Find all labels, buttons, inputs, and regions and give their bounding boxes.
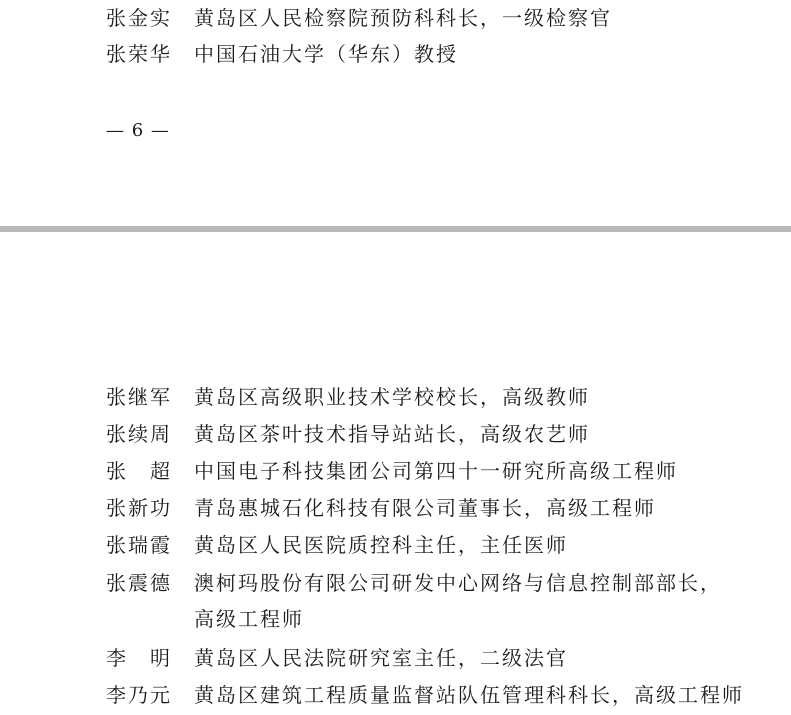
member-title: 中国石油大学（华东）教授 — [194, 42, 458, 66]
member-name: 李乃元 — [106, 683, 172, 707]
member-title: 中国电子科技集团公司第四十一研究所高级工程师 — [194, 459, 678, 483]
document-page-bottom — [0, 232, 791, 715]
document-page-top — [0, 0, 791, 228]
member-name: 李 明 — [106, 646, 172, 670]
member-entry — [106, 494, 656, 522]
member-entry — [106, 4, 612, 32]
member-title: 黄岛区人民医院质控科主任，主任医师 — [194, 533, 568, 557]
member-entry — [106, 644, 568, 672]
member-title: 澳柯玛股份有限公司研发中心网络与信息控制部部长， — [194, 571, 722, 595]
member-entry — [106, 420, 590, 448]
member-title: 青岛惠城石化科技有限公司董事长，高级工程师 — [194, 496, 656, 520]
member-title-continuation: 高级工程师 — [194, 607, 304, 631]
member-entry — [106, 40, 458, 68]
member-entry — [106, 681, 744, 709]
member-name: 张荣华 — [106, 42, 172, 66]
member-title: 黄岛区茶叶技术指导站站长，高级农艺师 — [194, 422, 590, 446]
page-number: — 6 — — [106, 120, 170, 141]
member-name: 张震德 — [106, 571, 172, 595]
member-name: 张金实 — [106, 6, 172, 30]
member-entry — [106, 383, 590, 411]
member-title: 黄岛区建筑工程质量监督站队伍管理科科长，高级工程师 — [194, 683, 744, 707]
member-title: 黄岛区人民检察院预防科科长，一级检察官 — [194, 6, 612, 30]
member-entry — [106, 457, 678, 485]
member-name: 张续周 — [106, 422, 172, 446]
member-title: 黄岛区高级职业技术学校校长，高级教师 — [194, 385, 590, 409]
member-name: 张继军 — [106, 385, 172, 409]
member-name: 张 超 — [106, 459, 172, 483]
member-entry — [106, 531, 568, 559]
member-entry — [106, 569, 722, 597]
member-title: 黄岛区人民法院研究室主任，二级法官 — [194, 646, 568, 670]
member-name: 张新功 — [106, 496, 172, 520]
member-name: 张瑞霞 — [106, 533, 172, 557]
